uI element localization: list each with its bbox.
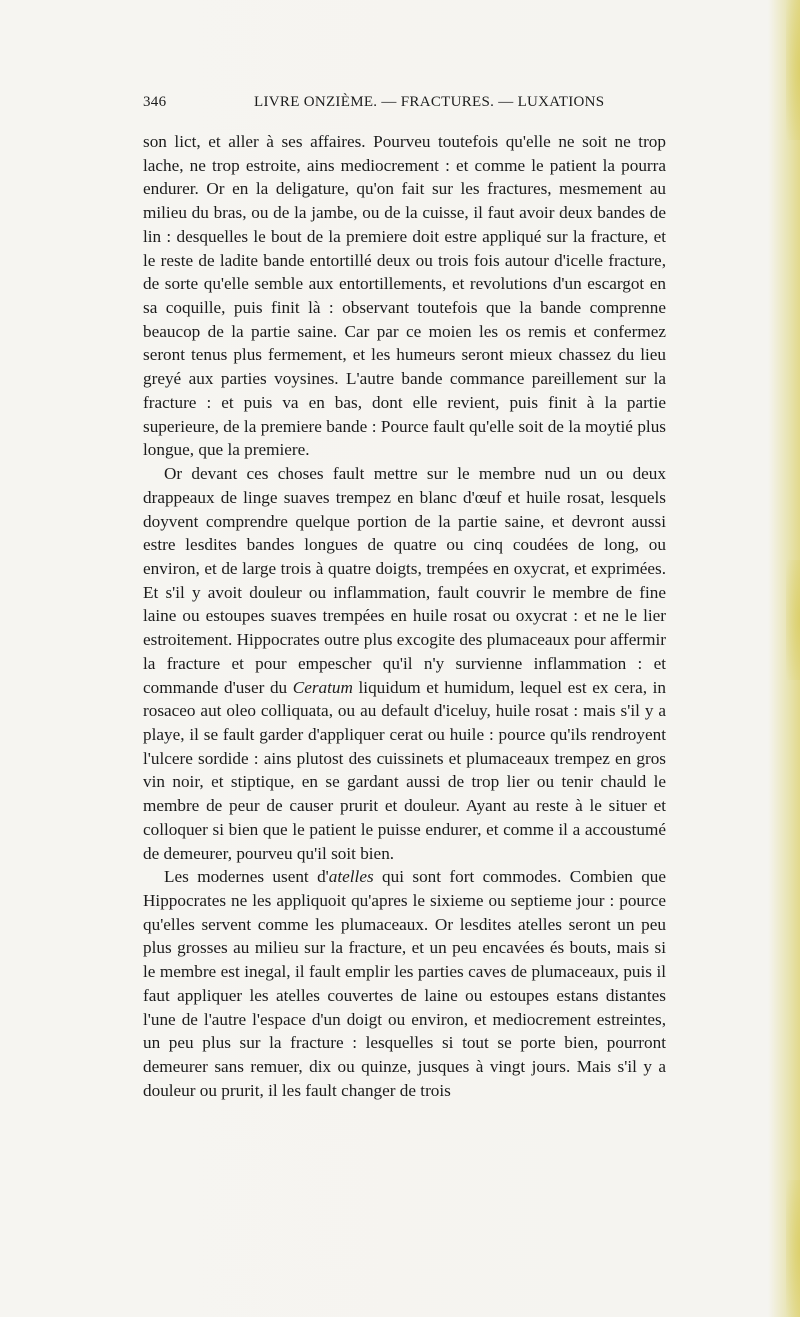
running-header xyxy=(143,94,663,116)
running-title: LIVRE ONZIÈME. — FRACTURES. — LUXATIONS xyxy=(254,94,605,110)
paragraph-text: liquidum et humidum, lequel est ex cera, in rosaceo aut oleo colliquata, ou au default d'iceluy, huile rosat : mais s'il y a playe, il se fault garder d'appliquer cerat ou huile : pource qu'ils rendroyent l'ulcere sordide : ains plutost des cuissinets et plumaceaux trempez en gros vin noir, et stiptique, en se gardant aussi de trop lier ou tenir chauld le membre de peur de causer prurit et douleur. Ayant au reste à le situer et colloquer si bien que le patient le puisse endurer, et comme il a accoustumé de demeurer, pourveu qu'il soit bien. xyxy=(143,677,667,863)
page-edge-stain xyxy=(786,1180,800,1317)
italic-term: Ceratum xyxy=(292,677,353,697)
paragraph-text: qui sont fort commodes. Combien que Hippocrates ne les appliquoit qu'apres le sixieme ou septieme jour : pource qu'elles servent comme les plumaceaux. Or lesdites atelles seront un peu plus grosses au milieu sur la fracture, et un peu encavées és bouts, mais si le membre est inegal, il fault emplir les parties caves de plumaceaux, puis il faut appliquer les atelles couvertes de laine ou estoupes estans distantes l'une de l'autre l'espace d'un doigt ou environ, et mediocrement estreintes, un peu plus sur la fracture : lesquelles si tout se porte bien, pourront demeurer sans remuer, dix ou quinze, jusques à vingt jours. Mais s'il y a douleur ou prurit, il les fault changer de trois xyxy=(143,867,667,1100)
paragraph xyxy=(143,865,666,1102)
page-number: 346 xyxy=(143,94,167,110)
paragraph xyxy=(143,462,666,865)
paragraph-text: son lict, et aller à ses affaires. Pourveu toutefois qu'elle ne soit ne trop lache, ne trop estroite, ains mediocrement : et comme le patient la pourra endurer. Or en la deligature, qu'on fait sur les fractures, mesmement au milieu du bras, ou de la jambe, ou de la cuisse, il faut avoir deux bandes de lin : desquelles le bout de la premiere doit estre appliqué sur la fracture, et le reste de ladite bande entortillé deux ou trois fois autour d'icelle fracture, de sorte qu'elle semble aux entortillements, et revolutions d'un escargot en sa coquille, puis finit là : observant toutefois que la bande comprenne beaucop de la partie saine. Car par ce moien les os remis et confermez seront tenus plus fermement, et les humeurs seront mieux chassez du lieu greyé aux parties voysines. L'autre bande commance pareillement sur la fracture : et puis va en bas, dont elle revient, puis finit à la partie superieure, de la premiere bande : Pource fault qu'elle soit de la moytié plus longue, que la premiere. xyxy=(143,132,666,460)
page-edge-stain xyxy=(786,560,800,680)
paragraph-text: Les modernes usent d' xyxy=(164,867,329,887)
paragraph-text: Or devant ces choses fault mettre sur le membre nud un ou deux drappeaux de linge suaves trempez en blanc d'œuf et huile rosat, lesquels doyvent comprendre quelque portion de la partie saine, et devront aussi estre lesdites bandes longues de quatre ou cinq coudées de long, ou environ, et de large trois à quatre doigts, trempées en oxycrat, et exprimées. Et s'il y avoit douleur ou inflammation, fault couvrir le membre de fine laine ou estoupes suaves trempées en huile rosat ou oxycrat : et ne le lier estroitement. Hippocrates outre plus excogite des plumaceaux pour affermir la fracture et pour empescher qu'il n'y survienne inflammation : et commande d'user du xyxy=(143,464,666,697)
paragraph xyxy=(143,130,666,462)
italic-term: atelles xyxy=(328,867,374,887)
body-text xyxy=(143,130,666,1102)
page-edge-stain xyxy=(786,0,800,140)
